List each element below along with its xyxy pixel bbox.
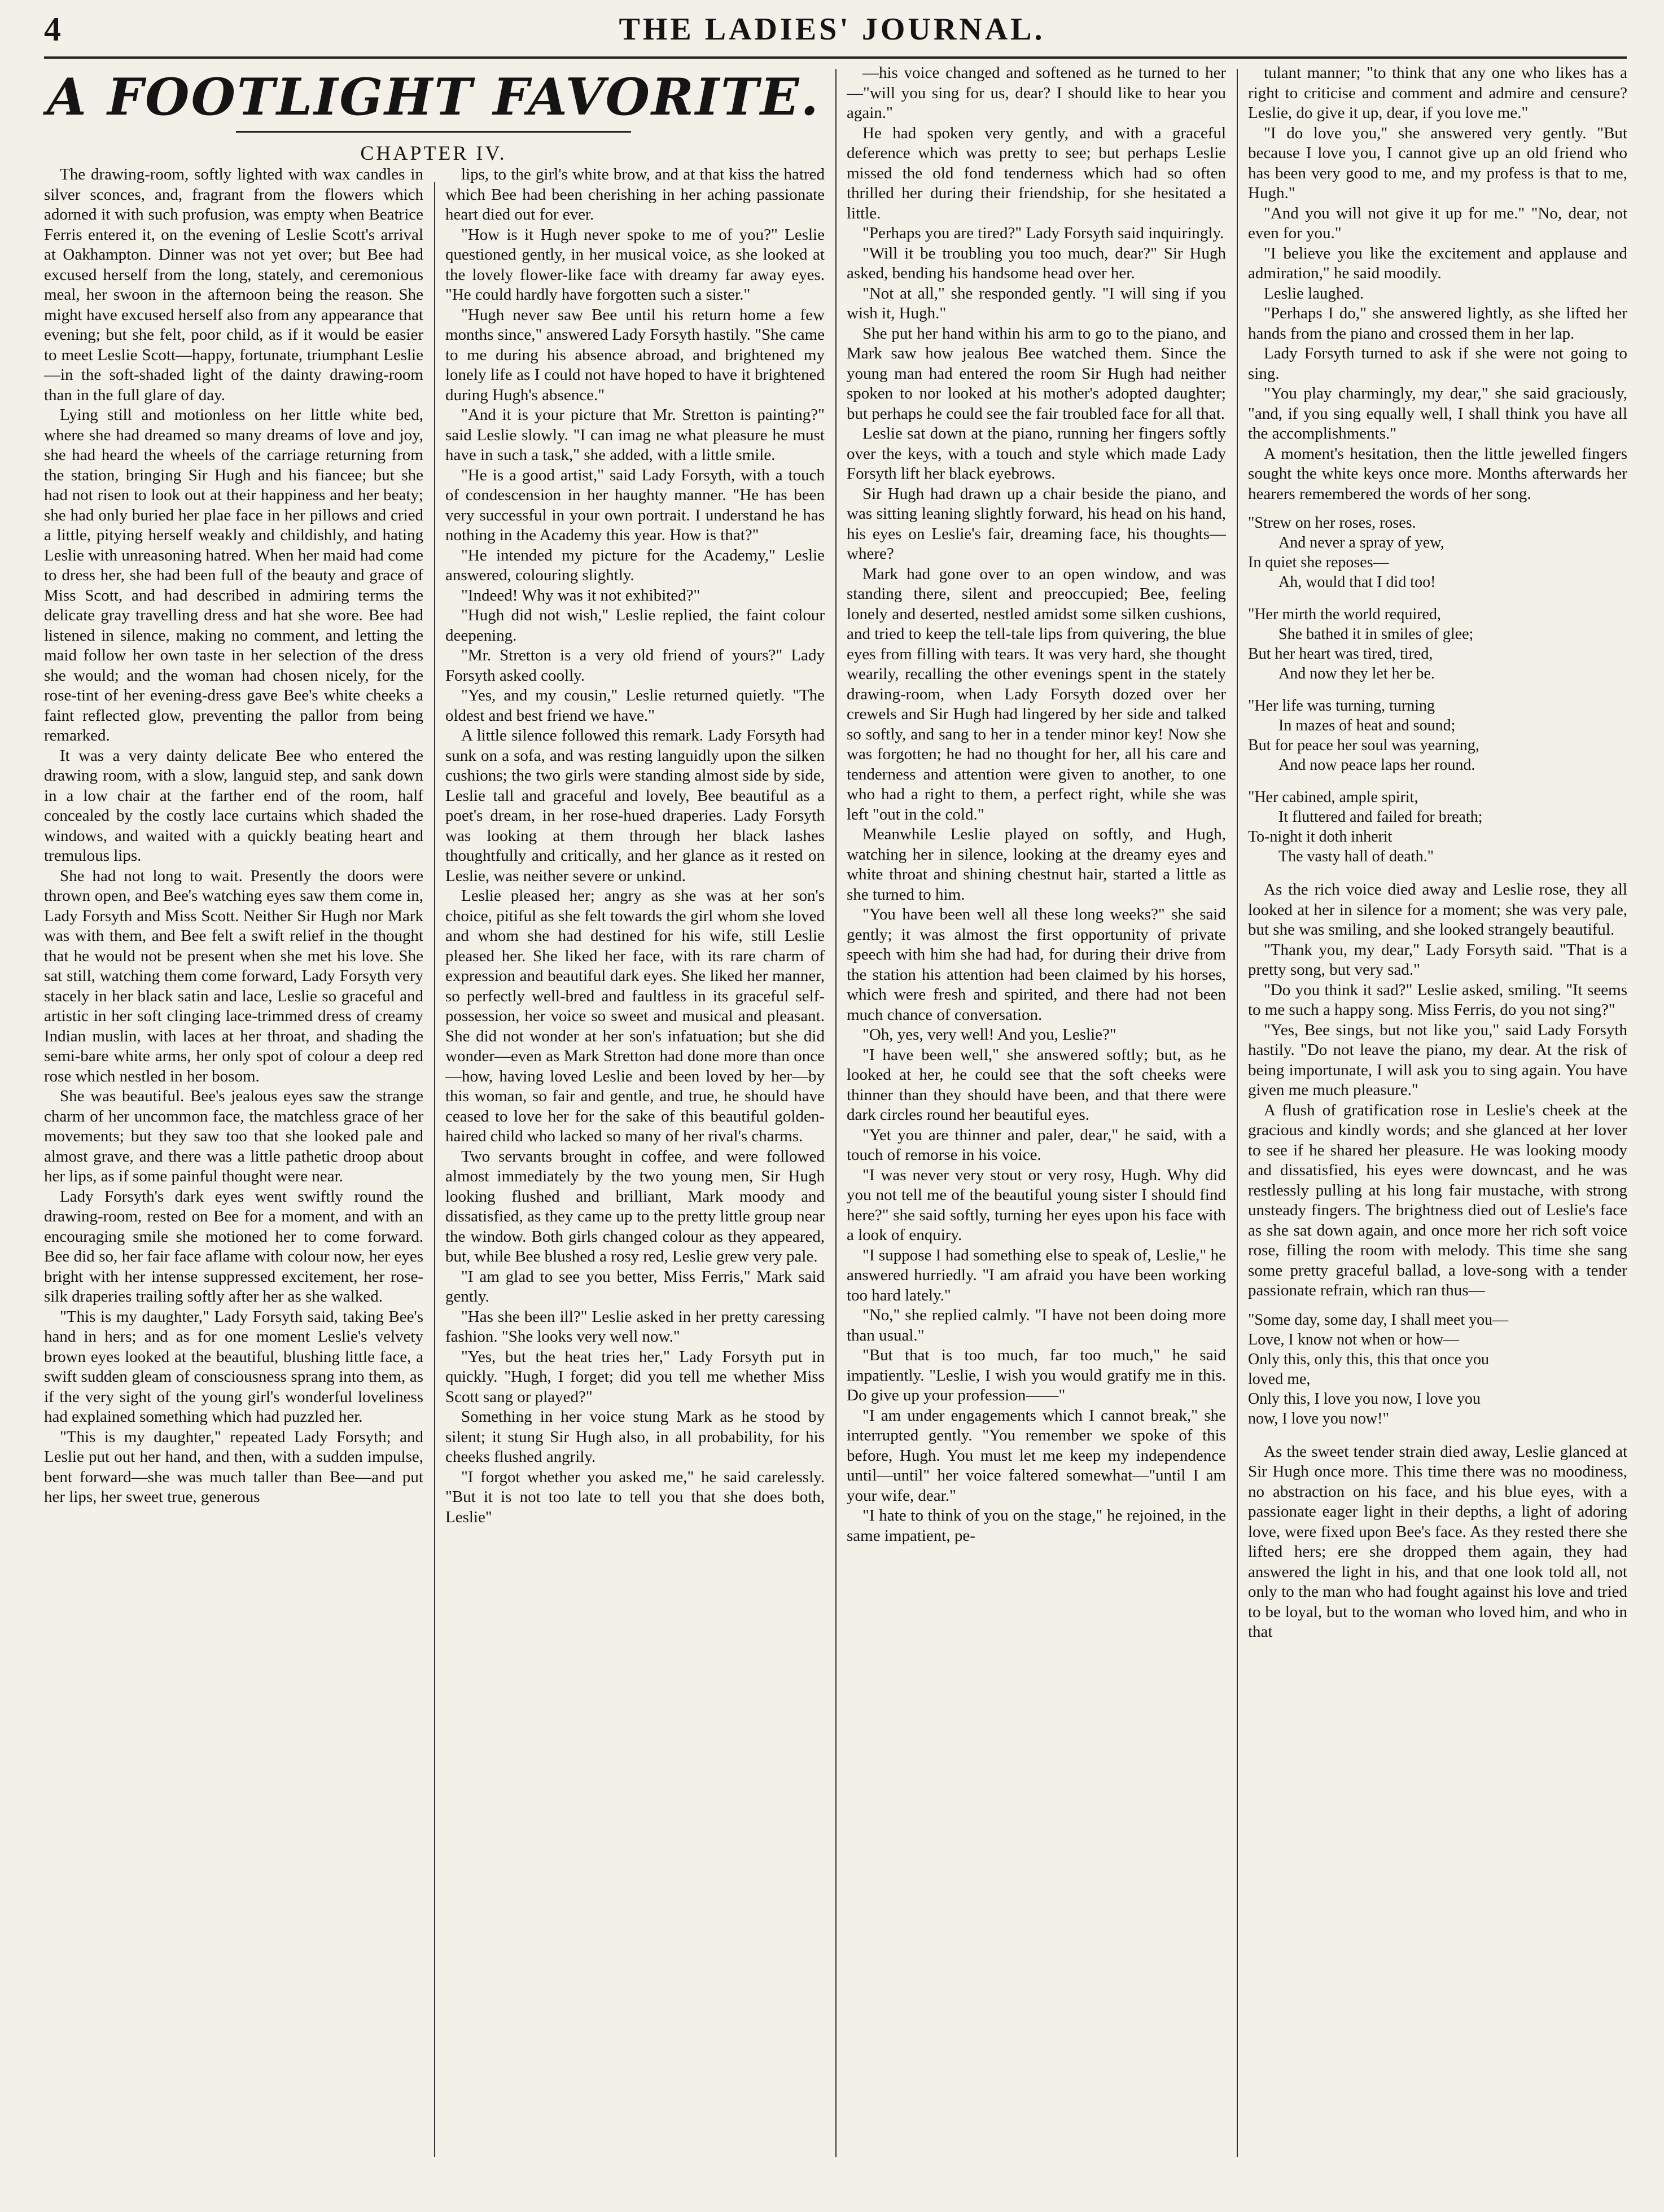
paragraph: A flush of gratification rose in Leslie's cheek at the gracious and kindly words; and she glanced at her lover to see if he shared her pleasure. He was looking moody and dissatisfied, his eyes were downcast, and he was restlessly pulling at his long fair mustache, with strong unsteady fingers. The brightness died out of Leslie's face as she sat down again, and once more her rich soft voice rose, filling the room with melody. This time she sang some pretty graceful ballad, a love-song with a tender passionate refrain, which ran thus— (1248, 1101, 1627, 1299)
poem-line: And never a spray of yew, (1278, 534, 1444, 551)
poem-line: "Her cabined, ample spirit, (1248, 789, 1418, 806)
column-4 (1248, 63, 1627, 2169)
paragraph: It was a very dainty delicate Bee who entered the drawing room, with a slow, languid step, and sank down in a low chair at the farther end of the room, half concealed by the costly lace curtains which shaded the windows, and waited with a quickly beating heart and tremulous lips. (44, 746, 423, 865)
paragraph: "Mr. Stretton is a very old friend of yours?" Lady Forsyth asked coolly. (445, 646, 825, 685)
paragraph: "But that is too much, far too much," he said impatiently. "Leslie, I wish you would gratify me in this. Do give up your profession——" (847, 1346, 1226, 1404)
paragraph: "Perhaps you are tired?" Lady Forsyth said inquiringly. (862, 224, 1224, 242)
paragraph: She was beautiful. Bee's jealous eyes saw the strange charm of her uncommon face, the matchless grace of her movements; but they saw too that she looked pale and almost grave, and there was a little pathetic droop about her lips, as if some painful thought were near. (44, 1087, 423, 1185)
page-header (0, 0, 1664, 54)
paragraph: Lady Forsyth turned to ask if she were not going to sing. (1248, 344, 1627, 383)
poem-line: "Strew on her roses, roses. (1248, 514, 1416, 532)
paragraph: "You play charmingly, my dear," she said graciously, "and, if you sing equally well, I shall think you have all the accomplishments." (1248, 384, 1627, 443)
column-4-intro (1248, 63, 1627, 504)
paragraph: Leslie laughed. (1264, 284, 1364, 303)
paragraph: tulant manner; "to think that any one who likes has a right to criticise and comment and admire and censure? Leslie, do give it up, dear, if you love me." (1248, 64, 1627, 122)
paragraph: "Do you think it sad?" Leslie asked, smiling. "It seems to me such a happy song. Miss Ferris, do you not sing?" (1248, 980, 1627, 1019)
paragraph: "Has she been ill?" Leslie asked in her pretty caressing fashion. "She looks very well now." (445, 1307, 825, 1346)
column-1 (44, 165, 423, 2169)
column-4-end (1248, 1442, 1627, 1642)
article-columns (44, 63, 1627, 2169)
paragraph: The drawing-room, softly lighted with wax candles in silver sconces, and, fragrant from the flowers which adorned it with such profusion, was empty when Beatrice Ferris entered it, on the evening of Leslie Scott's arrival at Oakhampton. Dinner was not yet over; but Bee had excused herself from the long, stately, and ceremonious meal, her swoon in the afternoon being the reason. She might have excused herself also from any appearance that evening; but she felt, poor child, as if it would be easier to meet Leslie Scott—happy, fortunate, triumphant Leslie—in the soft-shaded light of the dainty drawing-room than in the full glare of day. (44, 165, 423, 404)
poem-line: "Her life was turning, turning (1248, 697, 1435, 715)
chapter-heading: CHAPTER IV. (360, 142, 507, 164)
paragraph: "This is my daughter," Lady Forsyth said, taking Bee's hand in hers; and as for one moment Leslie's velvety brown eyes looked at the beautiful, blushing little face, a swift sudden gleam of consciousness sprang into them, as if the very sight of the young girl's wonderful loveliness had explained something which had puzzled her. (44, 1307, 423, 1426)
poem-stanza (1248, 605, 1627, 684)
column-rule (835, 69, 837, 2157)
poem-line: And now peace laps her round. (1278, 756, 1475, 774)
column-3 (847, 63, 1226, 2169)
song-line: "Some day, some day, I shall meet you— (1248, 1311, 1509, 1329)
paragraph: "Thank you, my dear," Lady Forsyth said. "That is a pretty song, but very sad." (1248, 940, 1627, 979)
paragraph: She had not long to wait. Presently the doors were thrown open, and Bee's watching eyes saw them come in, Lady Forsyth and Miss Scott. Neither Sir Hugh nor Mark was with them, and Bee felt a swift relief in the thought that he would not be present when she met his love. She sat still, watching them come forward, Lady Forsyth very stacely in her black satin and lace, Leslie so graceful and artistic in her soft clinging lace-trimmed dress of creamy Indian muslin, with laces at her throat, and shading the semi-bare white arms, her only spot of colour a deep red rose which nestled in her bosom. (44, 866, 423, 1085)
paragraph: "Will it be troubling you too much, dear?" Sir Hugh asked, bending his handsome head over her. (847, 244, 1226, 282)
journal-title: THE LADIES' JOURNAL. (619, 12, 1045, 47)
paragraph: "I hate to think of you on the stage," he rejoined, in the same impatient, pe- (847, 1506, 1226, 1545)
poem-line: The vasty hall of death." (1278, 848, 1434, 865)
paragraph: Lady Forsyth's dark eyes went swiftly round the drawing-room, rested on Bee for a moment, and with an encouraging smile she motioned her to come forward. Bee did so, her fair face aflame with colour now, her eyes bright with her intense suppressed excitement, her rose-silk draperies trailing softly after her as she walked. (44, 1187, 423, 1306)
paragraph: "He is a good artist," said Lady Forsyth, with a touch of condescension in her haughty manner. "He has been very successful in your own portrait. I understand he has nothing in the Academy this year. How is that?" (445, 466, 825, 544)
song-line: Love, I know not when or how— (1248, 1330, 1460, 1348)
paragraph: "Perhaps I do," she answered lightly, as she lifted her hands from the piano and crossed them in her lap. (1248, 304, 1627, 343)
poem-line: But for peace her soul was yearning, (1248, 737, 1479, 754)
paragraph: lips, to the girl's white brow, and at that kiss the hatred which Bee had been cherishing in her aching passionate heart died out for ever. (445, 165, 825, 224)
title-rule (236, 131, 631, 133)
paragraph: "I am under engagements which I cannot break," she interrupted gently. "You remember we spoke of this before, Hugh. You must let me keep my independence until—until" her voice faltered somewhat—"until I am your wife, dear." (847, 1406, 1226, 1505)
paragraph: "Yes, but the heat tries her," Lady Forsyth put in quickly. "Hugh, I forget; did you tell me whether Miss Scott sang or played?" (445, 1347, 825, 1406)
paragraph: Leslie pleased her; angry as she was at her son's choice, pitiful as she felt towards the girl whom she loved and whom she had destined for his wife, still Leslie pleased her. She liked her face, with its rare charm of expression and beautiful dark eyes. She liked her manner, so perfectly well-bred and faultless in its graceful self-possession, her voice so sweet and musical and pleasant. She did not wonder at her son's infatuation; but she did wonder—even as Mark Stretton had done more than once—how, having loved Leslie and been loved by her—by this woman, so fair and gentle, and true, he should have ceased to love her for the sake of this beautiful golden-haired child who lacked so many of her rival's charms. (445, 887, 825, 1145)
poem-line: In mazes of heat and sound; (1278, 717, 1456, 734)
paragraph: As the sweet tender strain died away, Leslie glanced at Sir Hugh once more. This time there was no moodiness, no abstraction on his face, and his blue eyes, with a passionate eager light in their depths, a light of adoring love, were fixed upon Bee's face. As they rested there she lifted hers; ere she dropped them again, they had answered the light in his, and that one look told all, not only to the man who had fought against his love and tried to be loyal, but to the woman who loved him, and who in that (1248, 1442, 1627, 1641)
paragraph: "Hugh never saw Bee until his return home a few months since," answered Lady Forsyth hastily. "She came to me during his absence abroad, and brightened my lonely life as I could not have hoped to have it brightened during Hugh's absence." (445, 305, 825, 404)
story-heading (44, 63, 823, 167)
paragraph: "Not at all," she responded gently. "I will sing if you wish it, Hugh." (847, 284, 1226, 322)
paragraph: "I am glad to see you better, Miss Ferris," Mark said gently. (445, 1267, 825, 1306)
paragraph: "I have been well," she answered softly; but, as he looked at her, he could see that the soft cheeks were thinner than they should have been, and that there were dark circles round her beautiful eyes. (847, 1045, 1226, 1124)
paragraph: Something in her voice stung Mark as he stood by silent; it stung Sir Hugh also, in all probability, for his cheeks flushed angrily. (445, 1408, 825, 1466)
paragraph: —his voice changed and softened as he turned to her—"will you sing for us, dear? I should like to hear you again." (847, 64, 1226, 122)
paragraph: "Yet you are thinner and paler, dear," he said, with a touch of remorse in his voice. (847, 1125, 1226, 1164)
song-line: Only this, I love you now, I love you (1248, 1390, 1481, 1408)
paragraph: "I believe you like the excitement and applause and admiration," he said moodily. (1248, 244, 1627, 282)
poem-line: To-night it doth inherit (1248, 828, 1392, 846)
paragraph: She put her hand within his arm to go to the piano, and Mark saw how jealous Bee watched them. Since the young man had entered the room Sir Hugh had neither spoken to nor looked at his mother's adopted daughter; but perhaps he could see the fair troubled face for all that. (847, 324, 1226, 423)
paragraph: He had spoken very gently, and with a graceful deference which was pretty to see; but perhaps Leslie missed the old fond tenderness which had so often thrilled her during their friendship, for she hesitated a little. (847, 124, 1226, 222)
poem-line: "Her mirth the world required, (1248, 606, 1441, 623)
song-line: now, I love you now!" (1248, 1409, 1389, 1427)
column-rule (1237, 69, 1238, 2157)
song-line: loved me, (1248, 1370, 1311, 1388)
poem-line: She bathed it in smiles of glee; (1278, 625, 1474, 643)
page-number: 4 (44, 11, 61, 48)
paragraph: A moment's hesitation, then the little jewelled fingers sought the white keys once more. Months afterwards her hearers remembered the words of her song. (1248, 444, 1627, 503)
paragraph: "You have been well all these long weeks?" she said gently; it was almost the first opportunity of private speech with him she had had, for during their drive from the station his attention had been claimed by his horses, which were fresh and spirited, and there had not been much chance of conversation. (847, 905, 1226, 1024)
column-2 (445, 165, 825, 2169)
paragraph: "Hugh did not wish," Leslie replied, the faint colour deepening. (445, 606, 825, 645)
paragraph: As the rich voice died away and Leslie rose, they all looked at her in silence for a moment; she was very pale, but she was smiling, and she looked strangely beautiful. (1248, 881, 1627, 939)
paragraph: "And it is your picture that Mr. Stretton is painting?" said Leslie slowly. "I can imag ne what pleasure he must have in such a task," she added, with a little smile. (445, 406, 825, 464)
paragraph: "I forgot whether you asked me," he said carelessly. "But it is not too late to tell you that she does both, Leslie" (445, 1468, 825, 1526)
paragraph: Leslie sat down at the piano, running her fingers softly over the keys, with a touch and style which made Lady Forsyth lift her black eyebrows. (847, 424, 1226, 483)
poem-stanza (1248, 696, 1627, 775)
poem-line: But her heart was tired, tired, (1248, 645, 1433, 663)
paragraph: Mark had gone over to an open window, and was standing there, silent and preoccupied; Bee, feeling lonely and deserted, nestled amidst some silken cushions, and tried to keep the tell-tale lips from quivering, the blue eyes from filling with tears. It was very hard, she thought wearily, recalling the other evenings spent in the stately drawing-room, when Lady Forsyth dozed over her crewels and Sir Hugh had lingered by her side and talked so softly, and sang to her in a tender minor key! Now she was forgotten; he had no thought for her, all his care and tenderness and attention were given to another, to one who had a right to them, a perfect right, while she was left "out in the cold." (847, 564, 1226, 824)
paragraph: Sir Hugh had drawn up a chair beside the piano, and was sitting leaning slightly forward, his head on his hand, his eyes on Leslie's fair, dreaming face, his thoughts—where? (847, 484, 1226, 563)
paragraph: "This is my daughter," repeated Lady Forsyth; and Leslie put out her hand, and then, with a sudden impulse, bent forward—she was much taller than Bee—and put her lips, her sweet true, generous (44, 1427, 423, 1506)
song-some-day (1248, 1310, 1627, 1429)
paragraph: A little silence followed this remark. Lady Forsyth had sunk on a sofa, and was resting languidly upon the silken cushions; the two girls were standing almost side by side, Leslie tall and graceful and lovely, Bee beautiful as a poet's dream, in her rose-hued draperies. Lady Forsyth was looking at them through her black lashes thoughtfully and critically, and her glance as it rested on Leslie, was neither severe or unkind. (445, 726, 825, 885)
paragraph: "He intended my picture for the Academy," Leslie answered, colouring slightly. (445, 546, 825, 584)
paragraph: "And you will not give it up for me." "No, dear, not even for you." (1248, 204, 1627, 242)
poem-line: Ah, would that I did too! (1278, 573, 1436, 591)
paragraph: Meanwhile Leslie played on softly, and Hugh, watching her in silence, looking at the dreamy eyes and white throat and shining chestnut hair, started a little as she turned to him. (847, 825, 1226, 904)
paragraph: "I suppose I had something else to speak of, Leslie," he answered hurriedly. "I am afraid you have been working too hard lately." (847, 1246, 1226, 1304)
poem-strew-on-her-roses (1248, 513, 1627, 866)
paragraph: "Yes, and my cousin," Leslie returned quietly. "The oldest and best friend we have." (445, 686, 825, 725)
column-4-middle (1248, 880, 1627, 1301)
poem-line: In quiet she reposes— (1248, 554, 1389, 571)
poem-line: And now they let her be. (1278, 665, 1435, 682)
poem-stanza (1248, 513, 1627, 592)
paragraph: "Yes, Bee sings, but not like you," said Lady Forsyth hastily. "Do not leave the piano, my dear. At the risk of being importunate, I will ask you to sing again. You have given me much pleasure." (1248, 1020, 1627, 1099)
paragraph: Lying still and motionless on her little white bed, where she had dreamed so many dreams of love and joy, she had heard the wheels of the carriage returning from the station, bringing Sir Hugh and his fiancee; but she had not risen to look out at their happiness and her beaty; she had only buried her plae face in her pillows and cried a little, pitying herself weakly and childishly, and hating Leslie with unreasoning hatred. When her maid had come to dress her, she had been full of the beauty and grace of Miss Scott, and had described in admiring terms the delicate gray travelling dress and hat she wore. Bee had listened in silence, making no comment, and letting the maid follow her own taste in her selection of the dress she would; and the woman had chosen nicely, for the rose-tint of her evening-dress gave Bee's white cheeks a faint reflected glow, preventing the pallor from being remarked. (44, 406, 423, 744)
song-line: Only this, only this, this that once you (1248, 1350, 1489, 1368)
paragraph: "No," she replied calmly. "I have not been doing more than usual." (847, 1306, 1226, 1344)
header-rule (44, 56, 1627, 59)
paragraph: "I do love you," she answered very gently. "But because I love you, I cannot give up an old friend who has been very good to me, and my profess is that to me, Hugh." (1248, 124, 1627, 202)
paragraph: "Oh, yes, very well! And you, Leslie?" (862, 1026, 1116, 1044)
poem-line: It fluttered and failed for breath; (1278, 808, 1483, 826)
paragraph: "How is it Hugh never spoke to me of you?" Leslie questioned gently, in her musical voice, as she looked at the lovely flower-like face with dreamy far away eyes. "He could hardly have forgotten such a sister." (445, 225, 825, 304)
story-title: A FOOTLIGHT FAVORITE. (47, 67, 820, 127)
paragraph: "Indeed! Why was it not exhibited?" (461, 586, 700, 605)
paragraph: Two servants brought in coffee, and were followed almost immediately by the two young men, Sir Hugh looking flushed and brilliant, Mark moody and dissatisfied, as they came up to the pretty little group near the window. Both girls changed colour as they appeared, but, while Bee blushed a rosy red, Leslie grew very pale. (445, 1147, 825, 1265)
poem-stanza (1248, 787, 1627, 866)
column-rule (434, 182, 435, 2157)
paragraph: "I was never very stout or very rosy, Hugh. Why did you not tell me of the beautiful young sister I should find here?" she said softly, turning her eyes upon his face with a look of enquiry. (847, 1166, 1226, 1244)
